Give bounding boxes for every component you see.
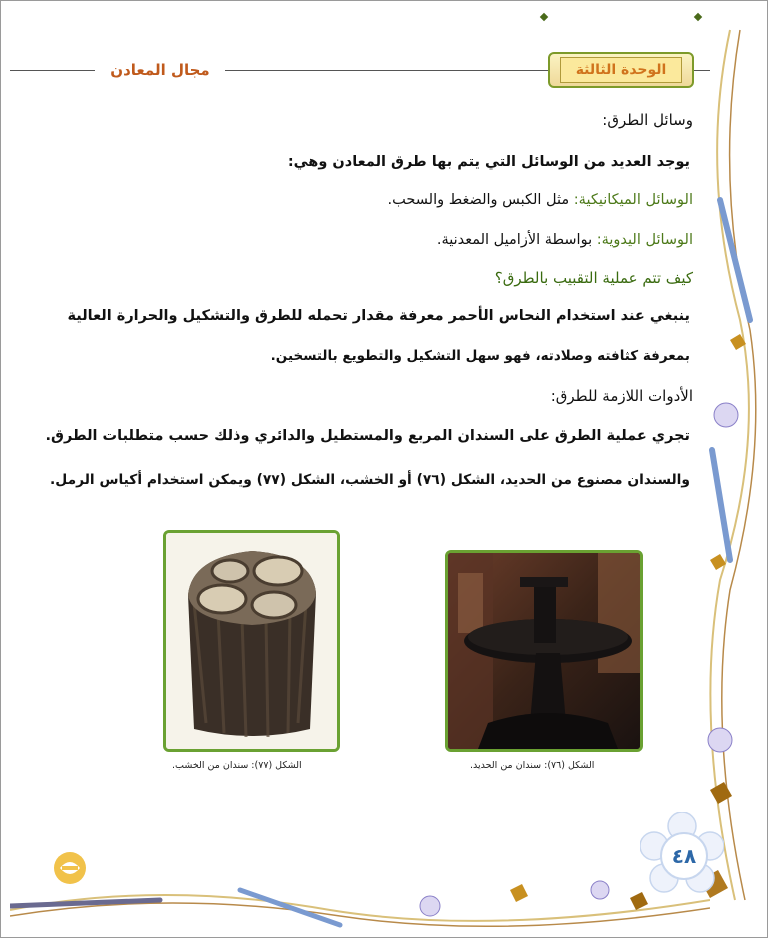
domain-title: مجال المعادن bbox=[95, 58, 225, 82]
unit-badge bbox=[548, 52, 694, 88]
iron-anvil-image bbox=[448, 553, 640, 749]
publisher-logo-icon bbox=[50, 848, 90, 888]
unit-label: الوحدة الثالثة bbox=[560, 57, 682, 83]
heading-doming: كيف تتم عملية التقبيب بالطرق؟ bbox=[494, 269, 693, 287]
wooden-anvil-image bbox=[166, 533, 337, 749]
paragraph-anvil-2: والسندان مصنوع من الحديد، الشكل (٧٦) أو الخشب، الشكل (٧٧) ويمكن استخدام أكياس الرمل. bbox=[50, 472, 690, 488]
paragraph-copper-1: ينبغي عند استخدام النحاس الأحمر معرفة مقدار تحمله للطرق والتشكيل والحرارة العالية bbox=[67, 308, 690, 324]
paragraph-copper-2: بمعرفة كثافته وصلادته، فهو سهل التشكيل والتطويع بالتسخين. bbox=[270, 348, 690, 364]
figure-76-iron-anvil bbox=[445, 550, 643, 752]
header-rule bbox=[10, 70, 550, 71]
manual-means-text: بواسطة الأزاميل المعدنية. bbox=[436, 232, 597, 248]
heading-tools: الأدوات اللازمة للطرق: bbox=[550, 387, 693, 405]
mechanical-means-line bbox=[388, 190, 693, 210]
manual-means-line bbox=[437, 230, 693, 250]
heading-forging-means: وسائل الطرق: bbox=[602, 111, 693, 129]
mechanical-means-label: الوسائل الميكانيكية: bbox=[573, 192, 693, 208]
manual-means-label: الوسائل اليدوية: bbox=[596, 232, 693, 248]
figure-77-wooden-anvil bbox=[163, 530, 340, 752]
paragraph-anvil-1: تجري عملية الطرق على السندان المربع والمستطيل والدائري وذلك حسب متطلبات الطرق. bbox=[45, 428, 690, 444]
figure-76-caption: الشكل (٧٦): سندان من الحديد. bbox=[470, 760, 595, 771]
floral-border-decoration bbox=[690, 20, 768, 920]
paragraph-intro: يوجد العديد من الوسائل التي يتم بها طرق المعادن وهي: bbox=[287, 154, 690, 170]
mechanical-means-text: مثل الكبس والضغط والسحب. bbox=[387, 192, 574, 208]
bottom-border-decoration bbox=[10, 870, 710, 936]
figure-77-caption: الشكل (٧٧): سندان من الخشب. bbox=[172, 760, 302, 771]
page-number: ٤٨ bbox=[660, 832, 708, 880]
